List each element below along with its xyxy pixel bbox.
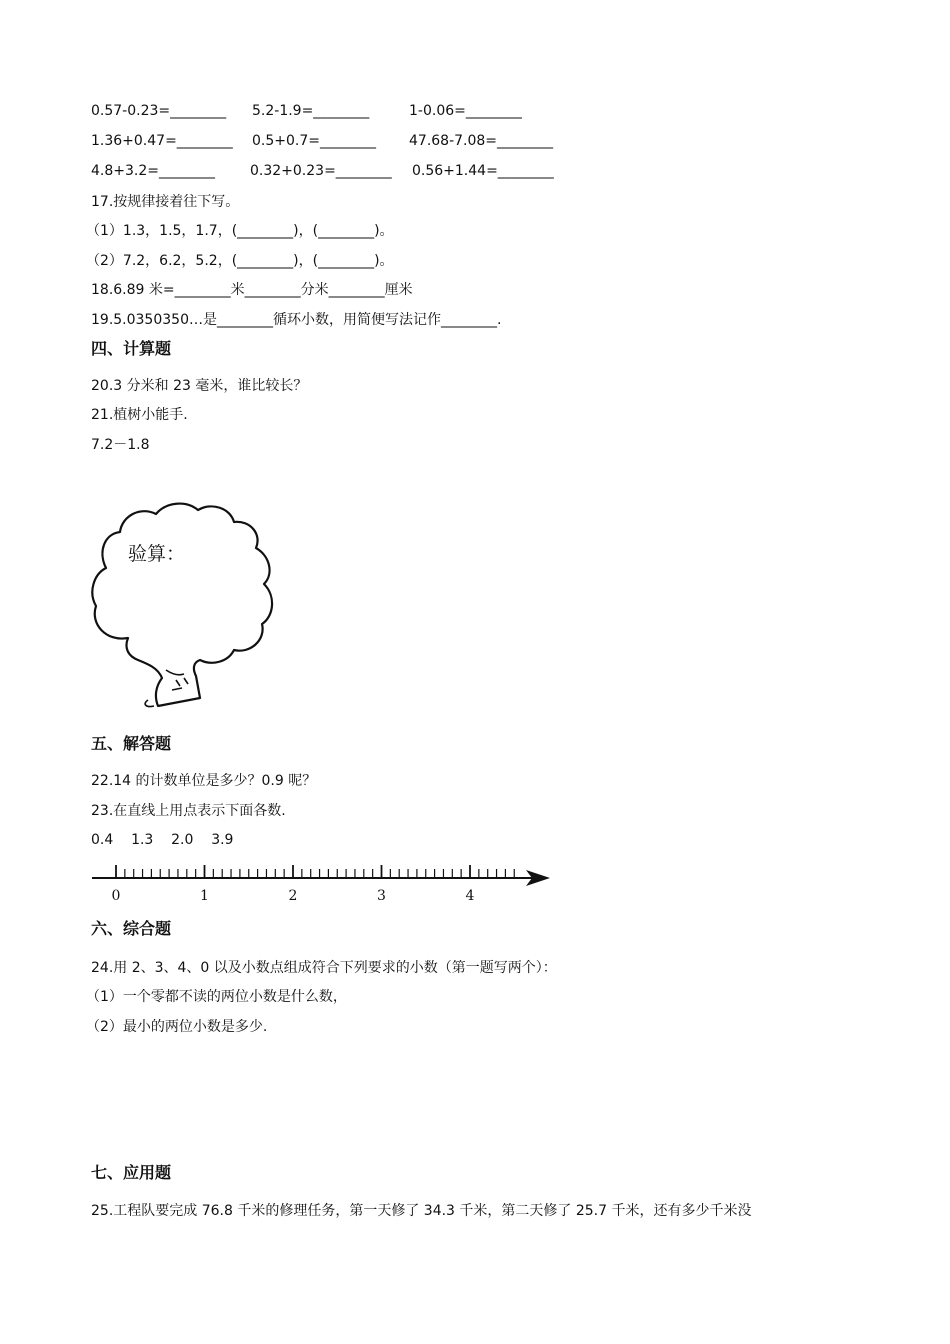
calc-item: 1-0.06=________ <box>409 103 522 119</box>
calc-item: 4.8+3.2=________ <box>91 163 215 179</box>
question-23-numbers: 0.4 1.3 2.0 3.9 <box>91 832 234 848</box>
question-20: 20.3 分米和 23 毫米，谁比较长？ <box>91 378 308 394</box>
tick-label: 4 <box>465 888 475 904</box>
question-21-expression: 7.2－1.8 <box>91 437 150 453</box>
question-17-title: 17.按规律接着往下写。 <box>91 194 240 210</box>
question-19: 19.5.0350350…是________循环小数，用简便写法记作________. <box>91 312 502 328</box>
question-17-sub-2: （2）7.2，6.2，5.2，(________)，(________)。 <box>86 253 394 269</box>
section-heading-5: 五、解答题 <box>91 734 172 753</box>
section-heading-7: 七、应用题 <box>91 1163 172 1182</box>
tick-label: 2 <box>288 888 298 904</box>
calc-row-2 <box>0 133 950 153</box>
tree-crown-outline <box>92 504 272 706</box>
number-line-ticks <box>116 865 514 878</box>
calc-item: 0.5+0.7=________ <box>252 133 376 149</box>
calc-row-1 <box>0 103 950 123</box>
calc-item: 0.56+1.44=________ <box>412 163 554 179</box>
number-line-labels <box>112 888 475 904</box>
question-24: 24.用 2、3、4、0 以及小数点组成符合下列要求的小数（第一题写两个）： <box>91 960 557 976</box>
number-line <box>88 856 558 908</box>
calc-row-3 <box>0 163 950 183</box>
question-25: 25.工程队要完成 76.8 千米的修理任务，第一天修了 34.3 千米，第二天修了 25.7 千米，还有多少千米没 <box>91 1203 752 1219</box>
question-21: 21.植树小能手. <box>91 407 188 423</box>
tree-illustration <box>88 500 288 715</box>
tree-label: 验算： <box>128 543 186 565</box>
tick-label: 3 <box>377 888 386 904</box>
question-22: 22.14 的计数单位是多少？0.9 呢？ <box>91 773 317 789</box>
calc-item: 1.36+0.47=________ <box>91 133 233 149</box>
calc-item: 47.68-7.08=________ <box>409 133 554 149</box>
section-heading-6: 六、综合题 <box>91 919 172 938</box>
calc-item: 5.2-1.9=________ <box>252 103 370 119</box>
question-24-sub-1: （1）一个零都不读的两位小数是什么数， <box>86 989 347 1005</box>
question-24-sub-2: （2）最小的两位小数是多少. <box>86 1019 268 1035</box>
calc-item: 0.32+0.23=________ <box>250 163 392 179</box>
section-heading-4: 四、计算题 <box>91 339 172 358</box>
question-23: 23.在直线上用点表示下面各数. <box>91 803 286 819</box>
calc-item: 0.57-0.23=________ <box>91 103 227 119</box>
tick-label: 0 <box>111 888 121 904</box>
question-18: 18.6.89 米=________米________分米________厘米 <box>91 282 413 298</box>
tick-label: 1 <box>200 888 209 904</box>
question-17-sub-1: （1）1.3，1.5，1.7，(________)，(________)。 <box>86 223 394 239</box>
